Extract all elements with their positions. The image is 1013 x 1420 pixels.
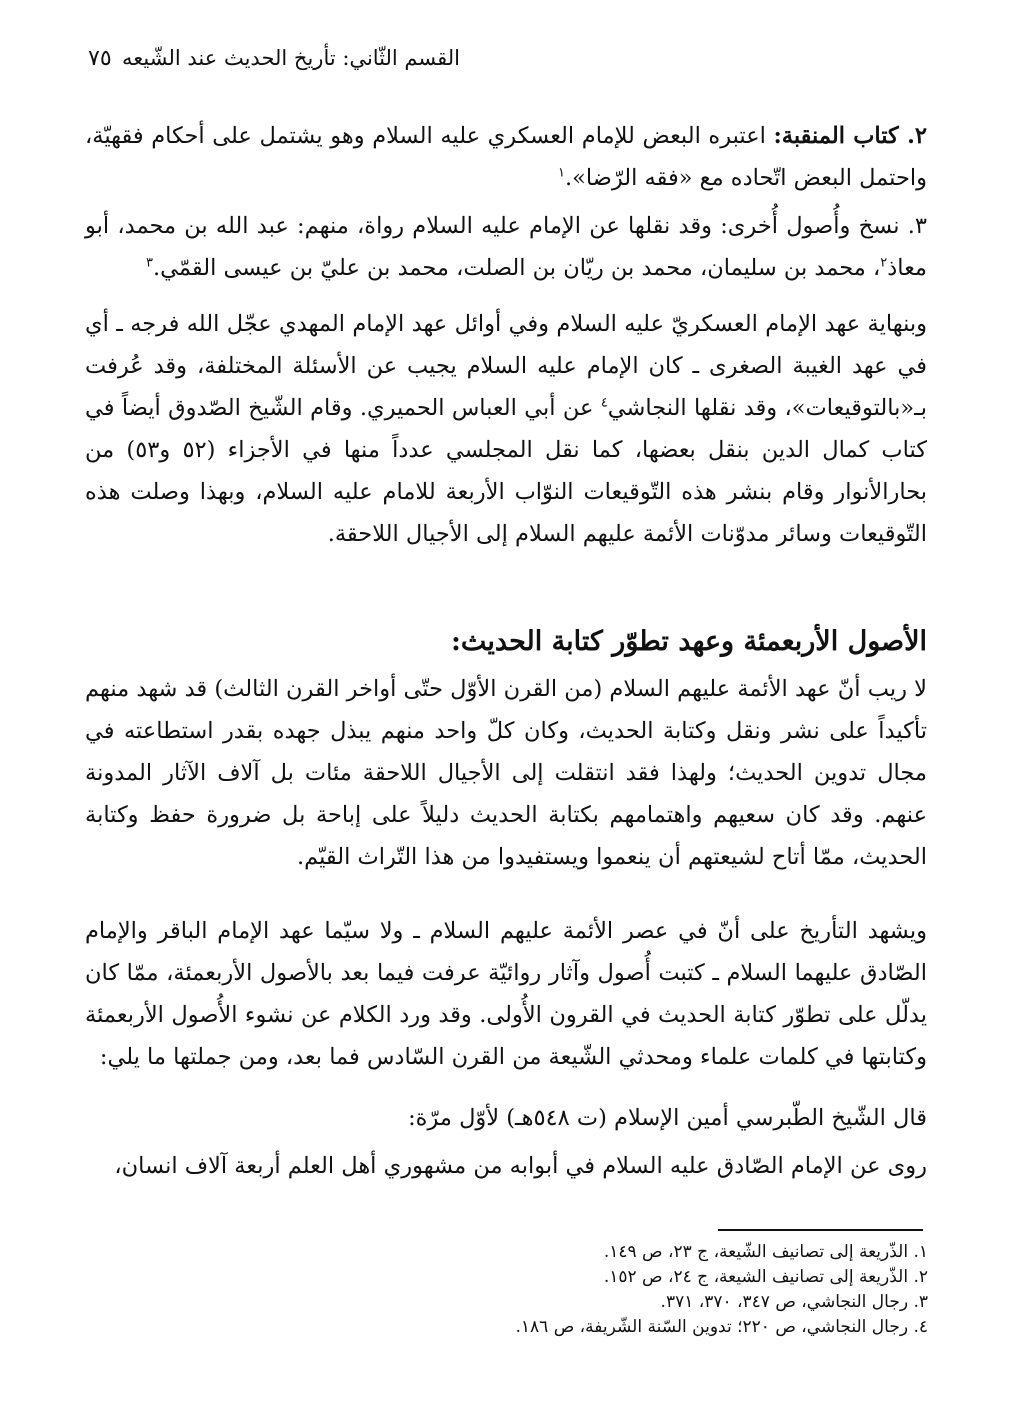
paragraph-history-witness: ويشهد التأريخ على أنّ في عصر الأئمة عليهم السلام ـ ولا سيّما عهد الإمام الباقر والإمام الصّادق عليهما السلام ـ كتبت أُصول وآثار روائيّة عرفت فيما بعد بالأصول الأربعمئة، ممّا كان يدلّل على تطوّر كتابة الحديث في القرون الأُولى. وقد ورد الكلام عن نشوء الأُصول الأربعمئة وكتابتها في كلمات علماء ومحدثي الشّيعة من القرن السّادس فما بعد، ومن جملتها ما يلي: bbox=[85, 918, 927, 1070]
page-number: ٧٥ bbox=[88, 45, 112, 71]
paragraph-text: ٣. نسخ وأُصول أُخرى: وقد نقلها عن الإمام عليه السلام رواة، منهم: عبد الله بن محمد، أبو معاذ bbox=[85, 213, 927, 281]
footnote-item: ٤. رجال النجاشي، ص ٢٢٠؛ تدوين السّنة الشّريفة، ص ١٨٦. bbox=[515, 1317, 928, 1337]
paragraph-text: وبنهاية عهد الإمام العسكريّ عليه السلام وفي أوائل عهد الإمام المهدي عجّل الله فرجه ـ أي في عهد الغيبة الصغرى ـ كان الإمام عليه السلام يجيب عن الأسئلة المختلفة، وقد عُرفت بـ«بالتوقيعات»، وقد نقلها النجاشي bbox=[85, 311, 927, 421]
section-heading: الأصول الأربعمئة وعهد تطوّر كتابة الحديث: bbox=[450, 626, 927, 657]
paragraph-text: عن أبي العباس الحميري. وقام الشّيخ الصّدوق أيضاً في كتاب كمال الدين بنقل بعضها، كما نقل المجلسي عدداً منها في الأجزاء (٥٢ و٥٣) من بحارالأنوار وقام بنشر هذه التّوقيعات النوّاب الأربعة للامام عليه السلام، وبهذا وصلت هذه التّوقيعات وسائر مدوّنات الأئمة عليهم السلام إلى الأجيال اللاحقة. bbox=[85, 395, 927, 547]
footnote-ref: ٤ bbox=[600, 395, 608, 411]
footnote-item: ٢. الذّريعة إلى تصانيف الشيعة، ج ٢٤، ص ١٥٢. bbox=[603, 1267, 928, 1287]
paragraph-era-of-imams: لا ريب أنّ عهد الأئمة عليهم السلام (من القرن الأوّل حتّى أواخر القرن الثالث) قد شهد منهم تأكيداً على نشر ونقل وكتابة الحديث، وكان كلّ واحد منهم يبذل جهده بقدر استطاعته في مجال تدوين الحديث؛ ولهذا فقد انتقلت إلى الأجيال اللاحقة مئات بل آلاف الآثار المدونة عنهم. وقد كان سعيهم واهتمامهم بكتابة الحديث دليلاً على إباحة بل ضرورة حفظ وكتابة الحديث، ممّا أتاح لشيعتهم أن ينعموا ويستفيدوا من هذا التّراث القيّم. bbox=[85, 676, 927, 870]
paragraph-item-3 bbox=[85, 205, 957, 289]
paragraph-tabarsi-quote-intro: قال الشّيخ الطّبرسي أمين الإسلام (ت ٥٤٨هـ) لأوّل مرّة: bbox=[408, 1105, 927, 1131]
footnotes bbox=[380, 1240, 928, 1340]
footnote-item: ٣. رجال النجاشي، ص ٣٤٧، ٣٧٠، ٣٧١. bbox=[660, 1292, 928, 1312]
footnote-item: ١. الذّريعة إلى تصانيف الشّيعة، ج ٢٣، ص ١٤٩. bbox=[603, 1242, 928, 1262]
footnote-ref: ٣ bbox=[145, 255, 153, 271]
paragraph-quote: روى عن الإمام الصّادق عليه السلام في أبوابه من مشهوري أهل العلم أربعة آلاف انسان، bbox=[114, 1153, 927, 1179]
footnote-divider bbox=[718, 1229, 923, 1231]
footnote-ref: ١ bbox=[557, 165, 565, 181]
paragraph-item-2 bbox=[85, 115, 957, 199]
paragraph-text: ، محمد بن سليمان، محمد بن ريّان بن الصلت، محمد بن عليّ بن عيسى القمّي. bbox=[152, 255, 881, 281]
paragraph-text: اعتبره البعض للإمام العسكري عليه السلام وهو يشتمل على أحكام فقهيّة، واحتمل البعض اتّحاده مع «فقه الرّضا». bbox=[85, 123, 927, 191]
footnote-ref: ٢ bbox=[880, 255, 888, 271]
item-label: ٢. كتاب المنقبة: bbox=[773, 123, 927, 149]
running-header bbox=[88, 38, 460, 78]
paragraph-tawqiat bbox=[85, 303, 957, 555]
header-title: القسم الثّاني: تأريخ الحديث عند الشّيعه bbox=[122, 46, 460, 70]
